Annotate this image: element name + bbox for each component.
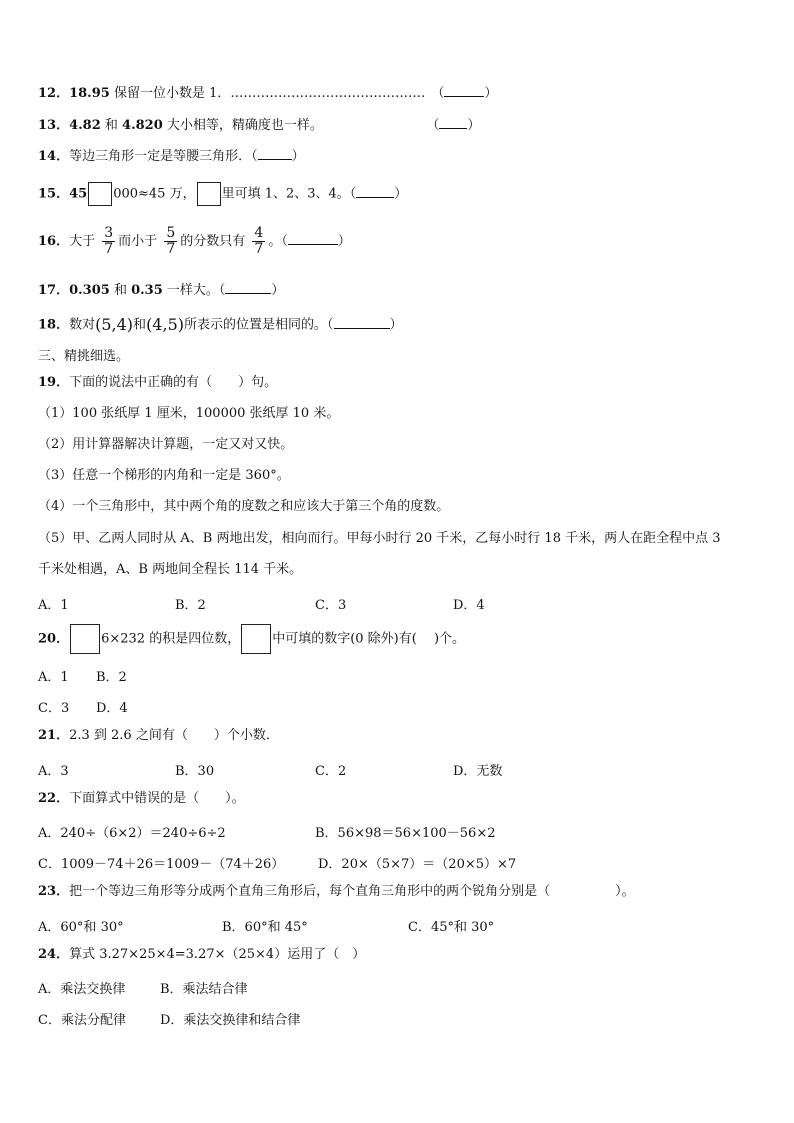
q13-number: 13． (38, 118, 70, 133)
q12-value: 18.95 (69, 86, 110, 101)
q24-text: 算式 3.27×25×4=3.27×（25×4）运用了（ ） (69, 947, 366, 962)
q17-value-a: 0.305 (69, 283, 110, 298)
question-18 (38, 314, 403, 337)
question-14 (38, 147, 305, 165)
q19-option-b[interactable]: B．2 (175, 598, 206, 613)
q24-option-a[interactable]: A．乘法交换律 (38, 982, 126, 997)
q18-pair-1: (5,4) (95, 315, 134, 334)
q14-number: 14． (38, 149, 70, 164)
question-23 (38, 884, 635, 900)
question-15 (38, 182, 407, 206)
q12-text: 保留一位小数是 1．……………………………………… (109, 86, 426, 101)
q24-number: 24． (38, 947, 70, 962)
q14-answer-blank[interactable] (258, 147, 292, 160)
q12-answer-blank[interactable] (444, 84, 484, 97)
q22-option-d[interactable]: D．20×（5×7）＝（20×5）×7 (318, 857, 517, 872)
q23-option-a[interactable]: A．60°和 30° (38, 920, 124, 935)
q16-paren-close: ） (337, 234, 351, 249)
q19-statement-2: （2）用计算器解决计算题，一定又对又快。 (38, 437, 294, 452)
question-12 (38, 84, 497, 102)
q20-option-c[interactable]: C．3 (38, 701, 70, 716)
fraction-3-7: $\frac{3}{7}$ (104, 225, 114, 257)
q14-paren-close: ） (291, 149, 305, 164)
q19-statement-4: （4）一个三角形中，其中两个角的度数之和应该大于第三个角的度数。 (38, 499, 450, 514)
q15-number: 15． (38, 186, 70, 202)
q17-number: 17． (38, 283, 70, 298)
q15-paren-close: ） (394, 186, 408, 202)
q20-post: 中可填的数字(0 除外)有( )个。 (272, 631, 466, 647)
q18-number: 18． (38, 317, 70, 333)
q15-mid: 000≈45 万， (113, 186, 196, 202)
q20-option-d[interactable]: D．4 (96, 701, 128, 716)
q13-value-b: 4.820 (122, 118, 163, 133)
question-20 (38, 624, 465, 655)
question-24 (38, 947, 365, 963)
q16-answer-blank[interactable] (288, 232, 338, 245)
question-22 (38, 791, 245, 807)
q20-digit-box-2[interactable] (241, 624, 271, 654)
q16-number: 16． (38, 234, 70, 249)
question-16 (38, 226, 351, 258)
section-3-heading: 三、精挑细选。 (38, 349, 130, 364)
q20-option-b[interactable]: B．2 (96, 670, 127, 685)
q16-text-2: 而小于 (118, 234, 158, 249)
q13-answer-blank[interactable] (439, 116, 467, 129)
question-13 (38, 116, 480, 134)
q23-number: 23． (38, 884, 70, 899)
q12-number: 12． (38, 86, 70, 101)
q15-digit-box-1[interactable] (88, 182, 112, 206)
question-17 (38, 281, 284, 299)
q12-paren-close: ） (484, 86, 498, 101)
q23-option-b[interactable]: B．60°和 45° (222, 920, 308, 935)
q17-mid: 和 (109, 283, 132, 298)
q16-text-3: 的分数只有 (180, 234, 246, 249)
q13-paren-close: ） (467, 118, 481, 133)
q19-statement-3: （3）任意一个梯形的内角和一定是 360°。 (38, 468, 290, 483)
q18-text-3: 所表示的位置是相同的。（ (184, 317, 334, 333)
q24-option-b[interactable]: B．乘法结合律 (160, 982, 248, 997)
q19-statement-1: （1）100 张纸厚 1 厘米，100000 张纸厚 10 米。 (38, 406, 340, 421)
q17-paren-close: ） (271, 283, 285, 298)
q22-option-b[interactable]: B．56×98＝56×100－56×2 (315, 826, 496, 841)
q20-mid: 6×232 的积是四位数， (101, 631, 241, 647)
q22-option-a[interactable]: A．240÷（6×2）＝240÷6÷2 (38, 826, 226, 841)
q21-option-d[interactable]: D．无数 (453, 764, 503, 779)
q15-answer-blank[interactable] (356, 185, 394, 198)
q19-option-d[interactable]: D．4 (453, 598, 485, 613)
q18-paren-close: ） (389, 317, 403, 333)
q22-option-c[interactable]: C．1009－74＋26＝1009－（74＋26） (38, 857, 285, 872)
fraction-4-7: $\frac{4}{7}$ (254, 225, 264, 257)
q13-mid: 和 (100, 118, 123, 133)
q19-option-a[interactable]: A．1 (38, 598, 69, 613)
q21-text: 2.3 到 2.6 之间有（ ）个小数． (69, 728, 279, 743)
q13-value-a: 4.82 (69, 118, 101, 133)
q13-paren-open: （ (432, 118, 440, 133)
q21-number: 21． (38, 728, 70, 743)
q19-text: 下面的说法中正确的有（ ）句。 (69, 375, 278, 390)
q16-text-4: 。（ (268, 234, 288, 249)
q21-option-b[interactable]: B．30 (175, 764, 215, 779)
q18-text-1: 数对 (69, 317, 96, 333)
q18-pair-2: (4,5) (146, 315, 184, 334)
q15-post: 里可填 1、2、3、4。（ (221, 186, 357, 202)
q18-answer-blank[interactable] (334, 316, 390, 329)
fraction-5-7: $\frac{5}{7}$ (166, 225, 176, 257)
q16-text-1: 大于 (69, 234, 96, 249)
q17-text: 一样大。（ (162, 283, 226, 298)
q24-option-d[interactable]: D．乘法交换律和结合律 (160, 1013, 301, 1028)
q19-statement-5b: 千米处相遇，A、B 两地间全程长 114 千米。 (38, 562, 303, 577)
q14-text: 等边三角形一定是等腰三角形．（ (69, 149, 258, 164)
q23-text: 把一个等边三角形等分成两个直角三角形后，每个直角三角形中的两个锐角分别是（ ）。 (69, 884, 635, 899)
q22-text: 下面算式中错误的是（ ）。 (69, 791, 245, 806)
q13-text: 大小相等，精确度也一样。 (162, 118, 323, 133)
q15-prefix: 45 (69, 186, 88, 202)
q15-digit-box-2[interactable] (197, 182, 221, 206)
q19-number: 19． (38, 375, 70, 390)
q21-option-c[interactable]: C．2 (315, 764, 347, 779)
q22-number: 22． (38, 791, 70, 806)
q17-answer-blank[interactable] (225, 281, 271, 294)
question-19-stem (38, 375, 277, 391)
q12-paren-open: （ (431, 86, 445, 101)
question-21 (38, 728, 279, 744)
q19-statement-5a: （5）甲、乙两人同时从 A、B 两地出发，相向而行。甲每小时行 20 千米，乙每小时行 18 千米，两人在距全程中点 3 (38, 531, 721, 546)
q23-option-c[interactable]: C．45°和 30° (408, 920, 495, 935)
q17-value-b: 0.35 (131, 283, 163, 298)
q20-digit-box-1[interactable] (70, 624, 100, 654)
q18-text-2: 和 (133, 317, 147, 333)
q20-number: 20． (38, 631, 70, 647)
q21-option-a[interactable]: A．3 (38, 764, 69, 779)
q24-option-c[interactable]: C．乘法分配律 (38, 1013, 126, 1028)
q20-option-a[interactable]: A．1 (38, 670, 69, 685)
q19-option-c[interactable]: C．3 (315, 598, 347, 613)
